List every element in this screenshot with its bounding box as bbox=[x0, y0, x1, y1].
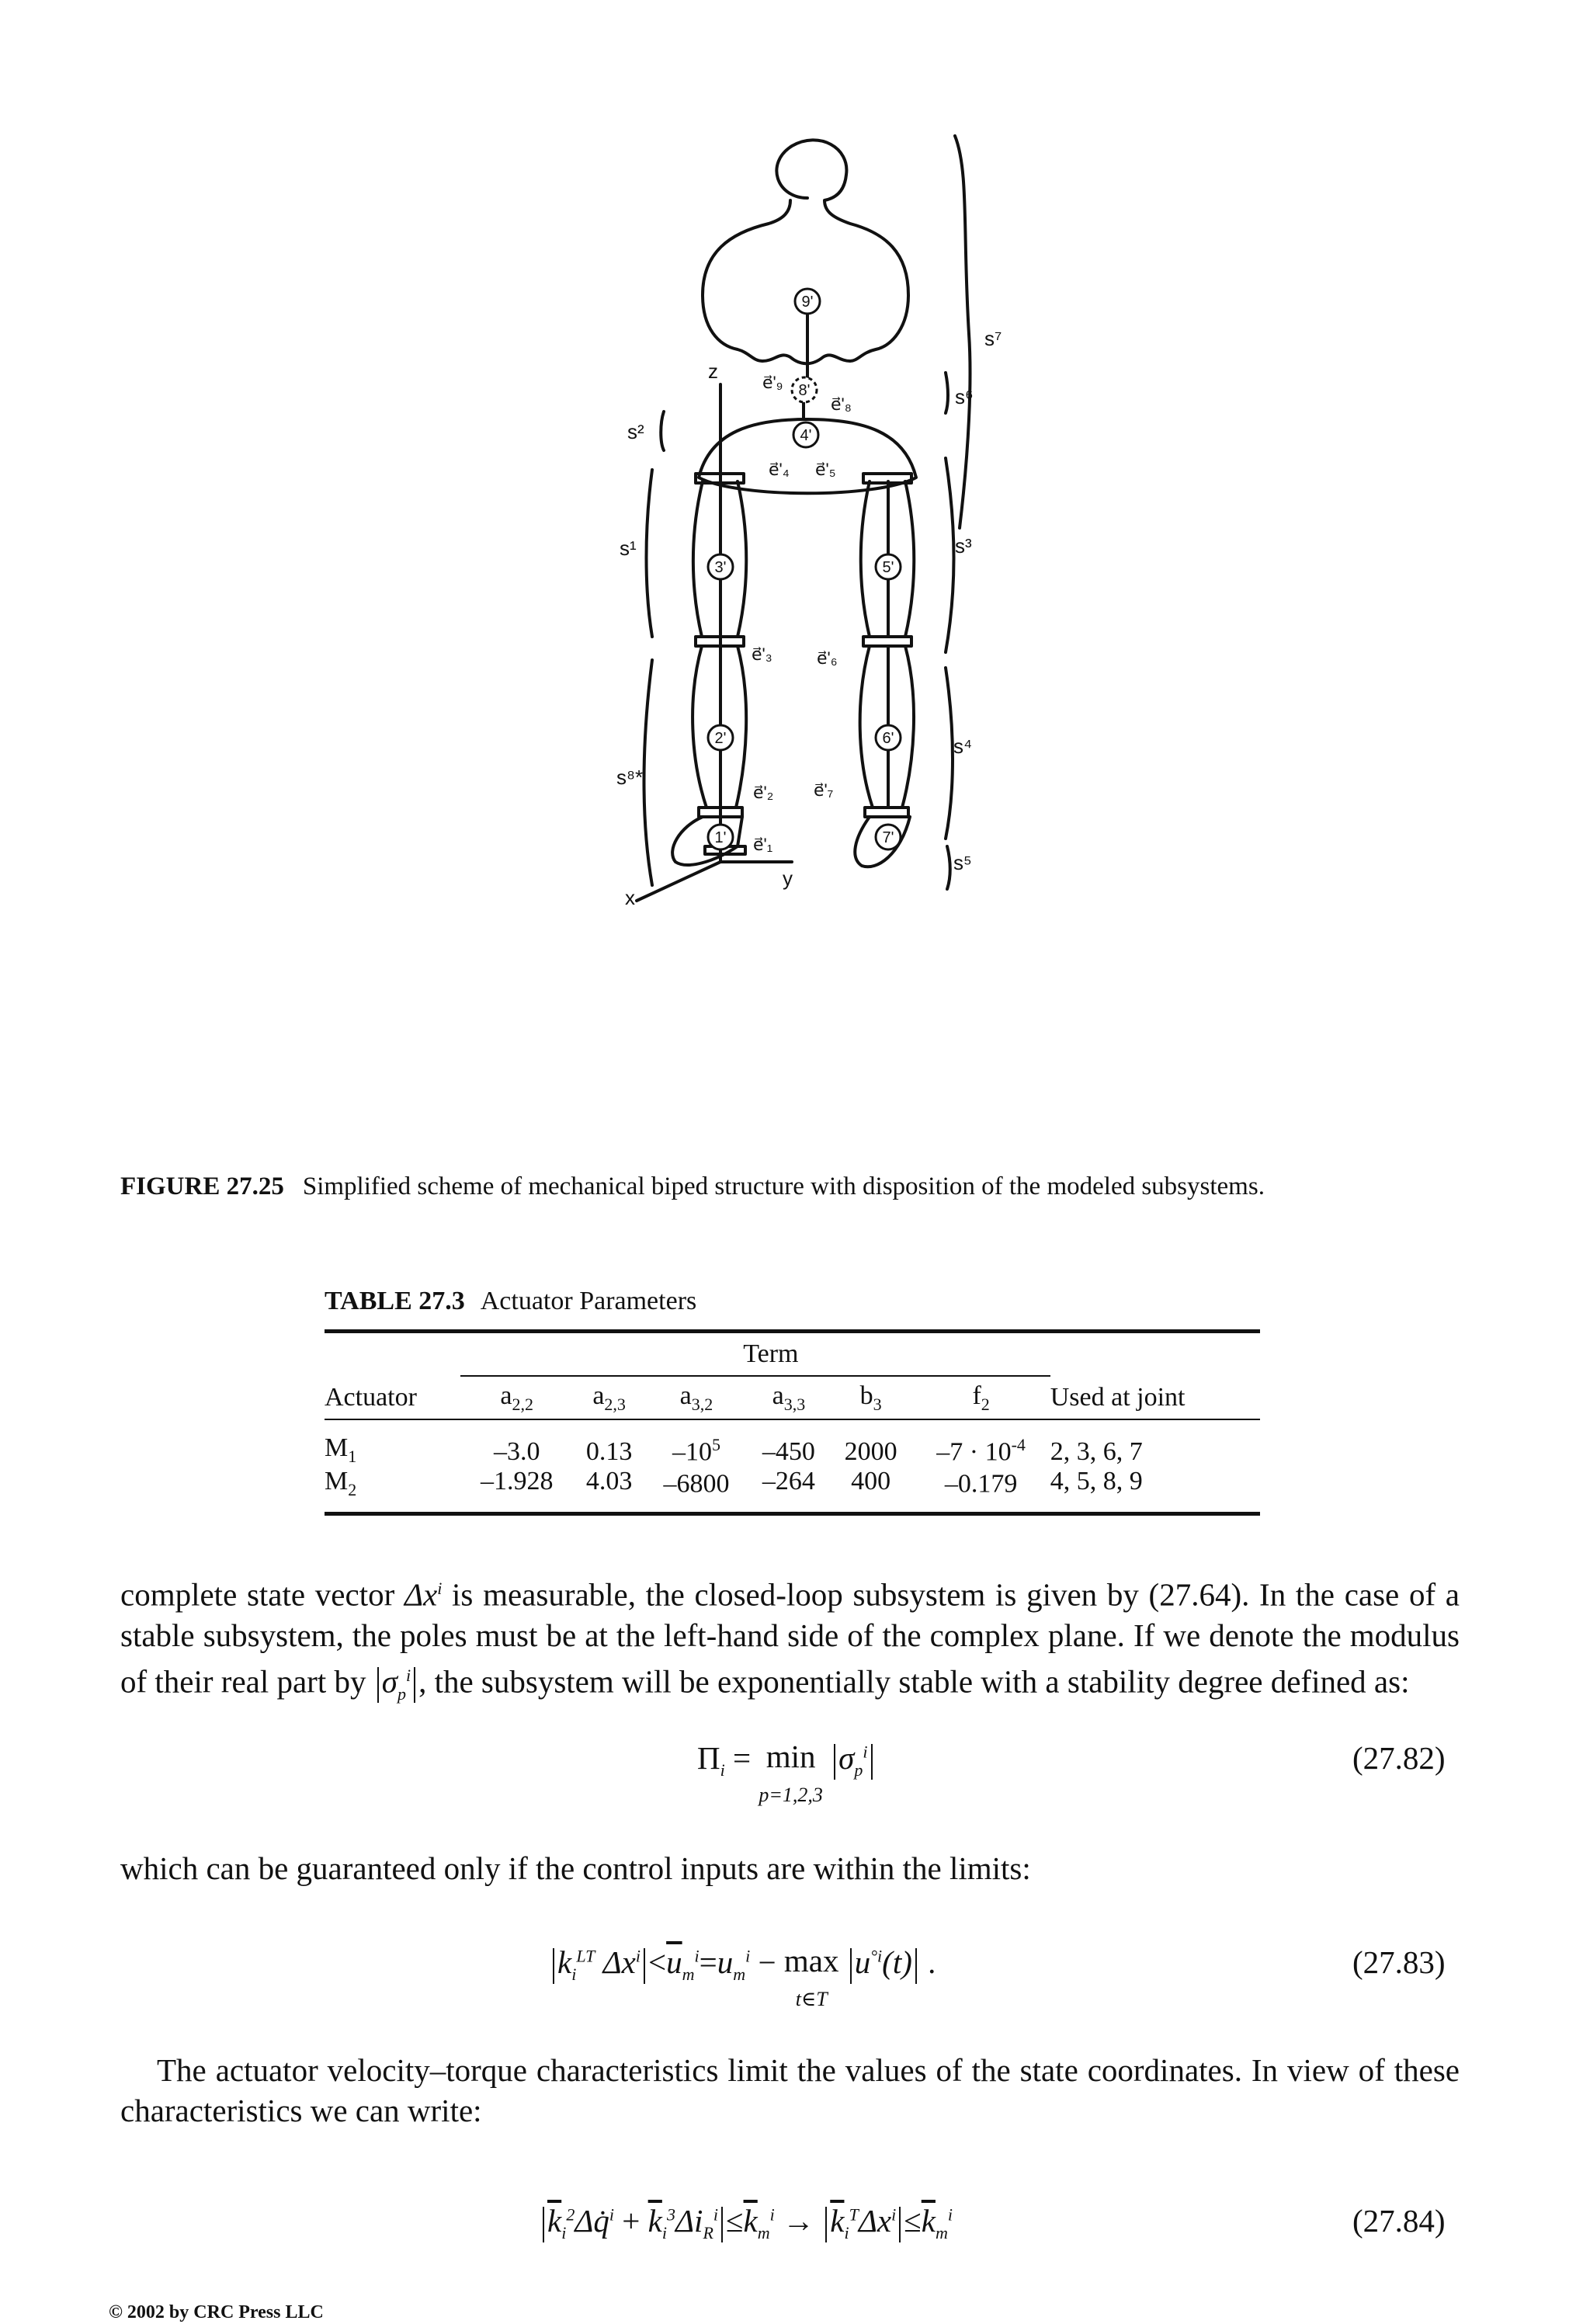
brace-s7 bbox=[955, 136, 970, 528]
equation-27-82: $\Pi_i = \min$ p=1,2,3 $\sigma_p^i$ bbox=[697, 1739, 876, 1812]
label-s7: s⁷ bbox=[984, 327, 1002, 350]
cell-a32: $-10^5$ bbox=[672, 1434, 720, 1466]
th-a33: $a_{3,3}$ bbox=[748, 1376, 830, 1419]
th-a23: $a_{2,3}$ bbox=[573, 1376, 645, 1419]
th-b3: $b_3$ bbox=[830, 1376, 912, 1419]
label-e4: e⃗'₄ bbox=[769, 460, 790, 479]
label-y: y bbox=[783, 867, 793, 890]
equation-number-27-82: (27.82) bbox=[1352, 1740, 1446, 1776]
label-s5: s⁵ bbox=[953, 851, 972, 874]
label-e6: e⃗'₆ bbox=[817, 648, 838, 668]
actuator-table bbox=[325, 1329, 1260, 1516]
node-6-label: 6' bbox=[882, 730, 894, 747]
table-caption bbox=[325, 1287, 696, 1316]
copyright-footer: © 2002 by CRC Press LLC bbox=[109, 2302, 324, 2322]
node-5-label: 5' bbox=[882, 559, 894, 576]
table-label: TABLE 27.3 bbox=[325, 1287, 465, 1315]
brace-s4 bbox=[946, 668, 953, 839]
cell-actuator: $M_2$ bbox=[325, 1467, 357, 1499]
cell-f2: $-7 \cdot 10^{-4}$ bbox=[936, 1434, 1026, 1466]
brace-s2 bbox=[661, 412, 664, 450]
table-row bbox=[325, 1419, 1260, 1467]
brace-s6 bbox=[946, 373, 948, 413]
cell-b3: 2000 bbox=[844, 1437, 897, 1466]
th-joint: Used at joint bbox=[1050, 1376, 1260, 1419]
label-s6: s⁶ bbox=[955, 385, 974, 408]
th-actuator: Actuator bbox=[325, 1376, 460, 1419]
cell-joint: 2, 3, 6, 7 bbox=[1050, 1437, 1143, 1466]
node-3-label: 3' bbox=[714, 559, 727, 576]
cell-a23: 0.13 bbox=[585, 1437, 633, 1466]
cell-a22: –1.928 bbox=[480, 1467, 554, 1495]
brace-s5 bbox=[947, 846, 950, 889]
table-row bbox=[325, 1467, 1260, 1514]
paragraph-1: complete state vector $\Delta x^i$ is measurable, the closed-loop subsystem is given by (27.64). In the case of a stable subsystem, the poles must be at the left-hand side of the complex plane. If we denote the modulus of their real part by $\sigma_p^i$ , the subsystem will be exponentially stable with a stability degree defined as: bbox=[120, 1576, 1460, 1704]
node-8-label: 8' bbox=[798, 382, 811, 399]
label-e7: e⃗'₇ bbox=[814, 780, 834, 800]
cell-a22: –3.0 bbox=[493, 1437, 540, 1466]
node-9-label: 9' bbox=[801, 294, 814, 311]
label-s8: s⁸* bbox=[616, 766, 644, 789]
label-s3: s³ bbox=[955, 534, 972, 558]
cell-a32: –6800 bbox=[663, 1469, 730, 1499]
cell-b3: 400 bbox=[851, 1467, 891, 1495]
label-e9: e⃗'₉ bbox=[762, 373, 783, 392]
label-e5: e⃗'₅ bbox=[815, 460, 836, 479]
figure-caption bbox=[120, 1172, 1265, 1201]
equation-number-27-83: (27.83) bbox=[1352, 1944, 1446, 1980]
label-s2: s² bbox=[627, 420, 644, 443]
node-1-label: 1' bbox=[714, 829, 727, 846]
node-7-label: 7' bbox=[882, 829, 894, 846]
node-2-label: 2' bbox=[714, 730, 727, 747]
node-4-label: 4' bbox=[800, 427, 812, 444]
th-f2: $f_2$ bbox=[911, 1376, 1050, 1419]
brace-s8 bbox=[644, 660, 653, 885]
cell-joint: 4, 5, 8, 9 bbox=[1050, 1467, 1143, 1495]
table-group-header: Term bbox=[460, 1332, 1050, 1377]
th-a32: $a_{3,2}$ bbox=[645, 1376, 748, 1419]
label-s4: s⁴ bbox=[953, 735, 973, 758]
paragraph-2: which can be guaranteed only if the control inputs are within the limits: bbox=[120, 1850, 1031, 1886]
label-e3: e⃗'₃ bbox=[752, 644, 772, 664]
brace-s3 bbox=[946, 458, 954, 652]
th-a22: $a_{2,2}$ bbox=[460, 1376, 573, 1419]
table-title: Actuator Parameters bbox=[480, 1287, 697, 1315]
brace-s1 bbox=[647, 470, 653, 637]
equation-27-83: $k_i^{LT}$ $\Delta x^i <\overline{u}_m^i=u_m^i - \max$ t∈T $u^{^\circ i}(t)$ . bbox=[550, 1944, 936, 2017]
cell-a33: –450 bbox=[762, 1437, 815, 1466]
paragraph-3: The actuator velocity–torque characteristics limit the values of the state coordinates. In view of these characteristics we can write: bbox=[120, 2052, 1460, 2128]
biped-figure bbox=[543, 124, 1071, 1149]
equation-27-84: $\overline{k}_i^2\Delta q̇^i + \overline{k}_i^3\Delta i_R^i \le\overline{k}_m^i \to \overline{k}_i^T\Delta x^i \le\overline{k}_m^i$ bbox=[540, 2202, 953, 2243]
label-e1: e⃗'₁ bbox=[753, 835, 773, 854]
cell-actuator: $M_1$ bbox=[325, 1433, 357, 1466]
cell-a33: –264 bbox=[762, 1467, 815, 1495]
figure-caption-label: FIGURE 27.25 bbox=[120, 1172, 284, 1200]
label-e2: e⃗'₂ bbox=[753, 783, 774, 802]
label-e8: e⃗'₈ bbox=[831, 394, 852, 414]
label-x: x bbox=[625, 886, 635, 909]
cell-f2: –0.179 bbox=[944, 1469, 1018, 1499]
figure-caption-text: Simplified scheme of mechanical biped structure with disposition of the modeled subsystems. bbox=[302, 1172, 1265, 1200]
cell-a23: 4.03 bbox=[585, 1467, 633, 1495]
label-z: z bbox=[708, 360, 718, 383]
equation-number-27-84: (27.84) bbox=[1352, 2203, 1446, 2239]
torso-outline bbox=[703, 140, 908, 363]
label-s1: s¹ bbox=[620, 537, 637, 560]
